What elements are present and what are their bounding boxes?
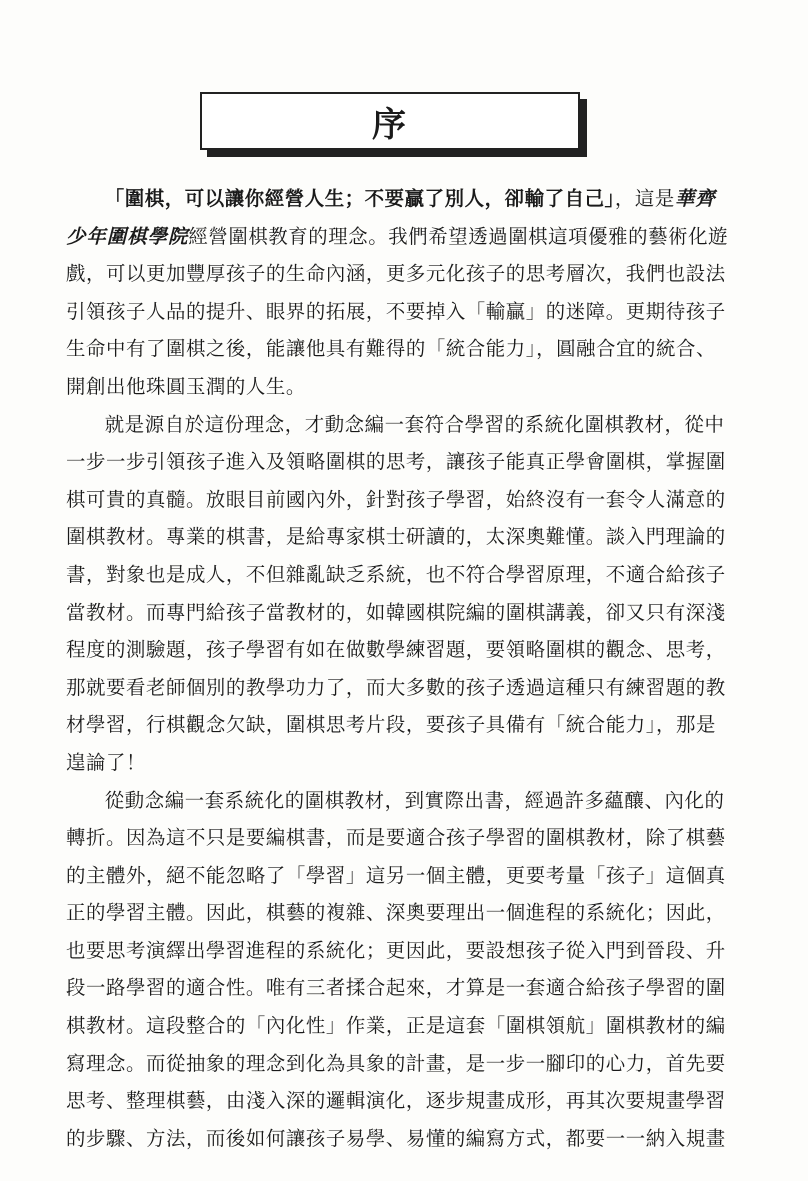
text-line <box>66 932 754 970</box>
text-line <box>66 556 754 594</box>
text-line <box>66 218 754 256</box>
text-segment: 寫理念。而從抽象的理念到化為具象的計畫，是一步一腳印的心力，首先要 <box>66 1051 726 1075</box>
text-line <box>66 255 754 293</box>
text-segment: 那就要看老師個別的教學功力了，而大多數的孩子透過這種只有練習題的教 <box>66 675 726 699</box>
text-line <box>66 180 754 218</box>
text-line <box>66 1120 754 1158</box>
text-segment: 材學習，行棋觀念欠缺，圍棋思考片段，要孩子具備有「統合能力」，那是 <box>66 713 716 737</box>
text-segment: 的主體外，絕不能忽略了「學習」這另一個主體，更要考量「孩子」這個真 <box>66 863 726 887</box>
text-line <box>66 631 754 669</box>
page-title: 序 <box>372 104 408 145</box>
text-line <box>66 819 754 857</box>
text-line <box>66 594 754 632</box>
paragraph <box>66 782 754 1158</box>
text-segment: 的步驟、方法，而後如何讓孩子易學、易懂的編寫方式，都要一一納入規畫 <box>66 1126 726 1150</box>
text-segment: 就是源自於這份理念，才動念編一套符合學習的系統化圍棋教材，從中 <box>104 412 725 436</box>
text-line <box>66 481 754 519</box>
paragraph <box>66 406 754 782</box>
brand-name: 華齊 <box>674 187 716 210</box>
text-segment: 開創出他珠圓玉潤的人生。 <box>66 374 306 398</box>
text-line <box>66 669 754 707</box>
text-segment: 一步一步引領孩子進入及領略圍棋的思考，讓孩子能真正學會圍棋，掌握圍 <box>66 450 726 474</box>
text-segment: 經營圍棋教育的理念。我們希望透過圍棋這項優雅的藝術化遊 <box>188 224 729 248</box>
text-segment: 棋教材。這段整合的「內化性」作業，正是這套「圍棋領航」圍棋教材的編 <box>66 1014 726 1038</box>
body-text <box>66 180 754 1157</box>
text-segment: 棋可貴的真髓。放眼目前國內外，針對孩子學習，始終沒有一套令人滿意的 <box>66 487 726 511</box>
text-line <box>66 293 754 331</box>
text-line <box>66 857 754 895</box>
text-line <box>66 1082 754 1120</box>
text-segment: 正的學習主體。因此，棋藝的複雜、深奧要理出一個進程的系統化；因此， <box>66 901 726 925</box>
text-segment: 圍棋教材。專業的棋書，是給專家棋士研讀的，太深奧難懂。談入門理論的 <box>66 525 726 549</box>
text-segment: 書，對象也是成人，不但雜亂缺乏系統，也不符合學習原理，不適合給孩子 <box>66 562 726 586</box>
text-line <box>66 894 754 932</box>
text-line <box>66 518 754 556</box>
text-line <box>66 969 754 1007</box>
text-line <box>66 1007 754 1045</box>
text-line <box>66 706 754 744</box>
text-segment: 思考、整理棋藝，由淺入深的邏輯演化，逐步規畫成形，再其次要規畫學習 <box>66 1089 726 1113</box>
text-segment: 也要思考演繹出學習進程的系統化；更因此，要設想孩子從入門到晉段、升 <box>66 938 726 962</box>
text-segment: 遑論了！ <box>66 750 146 774</box>
text-segment: 程度的測驗題，孩子學習有如在做數學練習題，要領略圍棋的觀念、思考， <box>66 638 726 662</box>
title-box <box>200 92 580 150</box>
text-segment: 轉折。因為這不只是要編棋書，而是要適合孩子學習的圍棋教材，除了棋藝 <box>66 826 726 850</box>
text-line <box>66 406 754 444</box>
text-segment: 當教材。而專門給孩子當教材的，如韓國棋院編的圍棋講義，卻又只有深淺 <box>66 600 726 624</box>
text-line <box>66 330 754 368</box>
paragraph <box>66 180 754 406</box>
text-segment: ，這是 <box>614 187 675 210</box>
text-line <box>66 368 754 406</box>
text-segment: 段一路學習的適合性。唯有三者揉合起來，才算是一套適合給孩子學習的圍 <box>66 976 726 1000</box>
text-segment: 從動念編一套系統化的圍棋教材，到實際出書，經過許多蘊釀、內化的 <box>104 788 725 812</box>
brand-name: 少年圍棋學院 <box>66 224 189 248</box>
text-line <box>66 782 754 820</box>
motto-text: 「圍棋，可以讓你經營人生；不要贏了別人，卻輸了自己」 <box>104 187 615 210</box>
text-line <box>66 744 754 782</box>
text-line <box>66 1045 754 1083</box>
text-segment: 引領孩子人品的提升、眼界的拓展，不要掉入「輸贏」的迷障。更期待孩子 <box>66 299 726 323</box>
text-segment: 戲，可以更加豐厚孩子的生命內涵，更多元化孩子的思考層次，我們也設法 <box>66 262 726 286</box>
text-line <box>66 443 754 481</box>
text-segment: 生命中有了圍棋之後，能讓他具有難得的「統合能力」，圓融合宜的統合、 <box>66 337 716 361</box>
